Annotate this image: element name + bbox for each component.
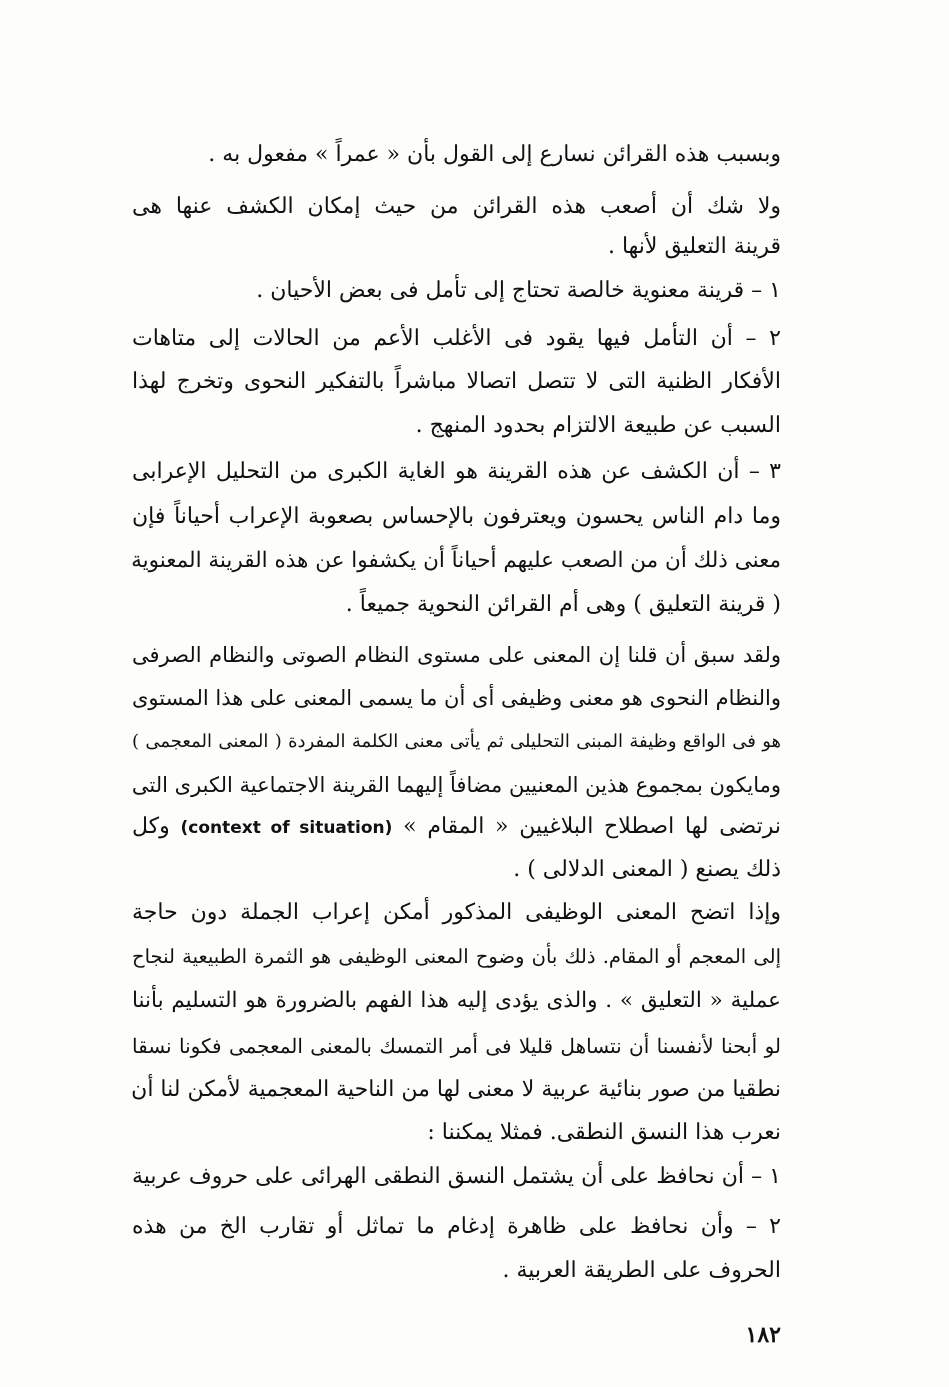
situation-latin-term: (context of situation) [180,818,393,838]
text-line-6: الأفكار الظنية التى لا تتصل اتصالا مباشراً بالتفكير النحوى وتخرج لهذا [132,369,781,394]
text-line-12: ولقد سبق أن قلنا إن المعنى على مستوى النظام الصوتى والنظام الصرفى [132,643,781,667]
text-line-24: ١ – أن نحافظ على أن يشتمل النسق النطقى الهرائى على حروف عربية [132,1164,781,1189]
page-number: ١٨٢ [745,1322,781,1348]
text-line-13: والنظام النحوى هو معنى وظيفى أى أن ما يسمى المعنى على هذا المستوى [132,686,781,710]
situation-arabic-before: نرتضى لها اصطلاح البلاغيين « المقام » [403,814,782,839]
text-line-5: ٢ – أن التأمل فيها يقود فى الأغلب الأعم من الحالات إلى متاهات [132,326,781,351]
text-line-18: وإذا اتضح المعنى الوظيفى المذكور أمكن إعراب الجملة دون حاجة [132,900,781,925]
text-line-11: ( قرينة التعليق ) وهى أم القرائن النحوية جميعاً . [345,592,781,617]
text-line-25: ٢ – وأن نحافظ على ظاهرة إدغام ما تماثل أو تقارب الخ من هذه [132,1214,781,1239]
text-line-26: الحروف على الطريقة العربية . [502,1258,781,1283]
text-line-19: إلى المعجم أو المقام. ذلك بأن وضوح المعنى الوظيفى هو الثمرة الطبيعية لنجاح [132,945,781,968]
text-line-2: ولا شك أن أصعب هذه القرائن من حيث إمكان الكشف عنها هى [132,194,781,219]
text-line-15: ومايكون بمجموع هذين المعنيين مضافاً إليهما القرينة الاجتماعية الكبرى التى [131,773,781,797]
text-line-8: ٣ – أن الكشف عن هذه القرينة هو الغاية الكبرى من التحليل الإعرابى [132,459,781,484]
text-line-7: السبب عن طبيعة الالتزام بحدود المنهج . [415,413,781,438]
text-line-21: لو أبحنا لأنفسنا أن نتساهل قليلا فى أمر التمسك بالمعنى المعجمى فكونا نسقا [132,1034,781,1058]
text-line-23: نعرب هذا النسق النطقى. فمثلا يمكننا : [427,1120,781,1145]
text-line-9: وما دام الناس يحسون ويعترفون بالإحساس بصعوبة الإعراب أحياناً فإن [132,504,781,529]
text-line-14: هو فى الواقع وظيفة المبنى التحليلى ثم يأتى معنى الكلمة المفردة ( المعنى المعجمى ) [132,731,781,752]
text-line-20: عملية « التعليق » . والذى يؤدى إليه هذا الفهم بالضرورة هو التسليم بأننا [132,988,781,1013]
situation-arabic-after: وكل [132,814,170,839]
text-line-1: وبسبب هذه القرائن نسارع إلى القول بأن « عمراً » مفعول به . [208,142,781,167]
text-line-17: ذلك يصنع ( المعنى الدلالى ) . [513,857,781,882]
text-line-4: ١ – قرينة معنوية خالصة تحتاج إلى تأمل فى بعض الأحيان . [256,278,781,303]
text-line-16-situation [132,812,781,843]
text-line-22: نطقيا من صور بنائية عربية لا معنى لها من الناحية المعجمية لأمكن لنا أن [131,1077,781,1102]
text-line-3: قرينة التعليق لأنها . [607,234,781,259]
text-line-10: معنى ذلك أن من الصعب عليهم أحياناً أن يكشفوا عن هذه القرينة المعنوية [131,548,781,573]
